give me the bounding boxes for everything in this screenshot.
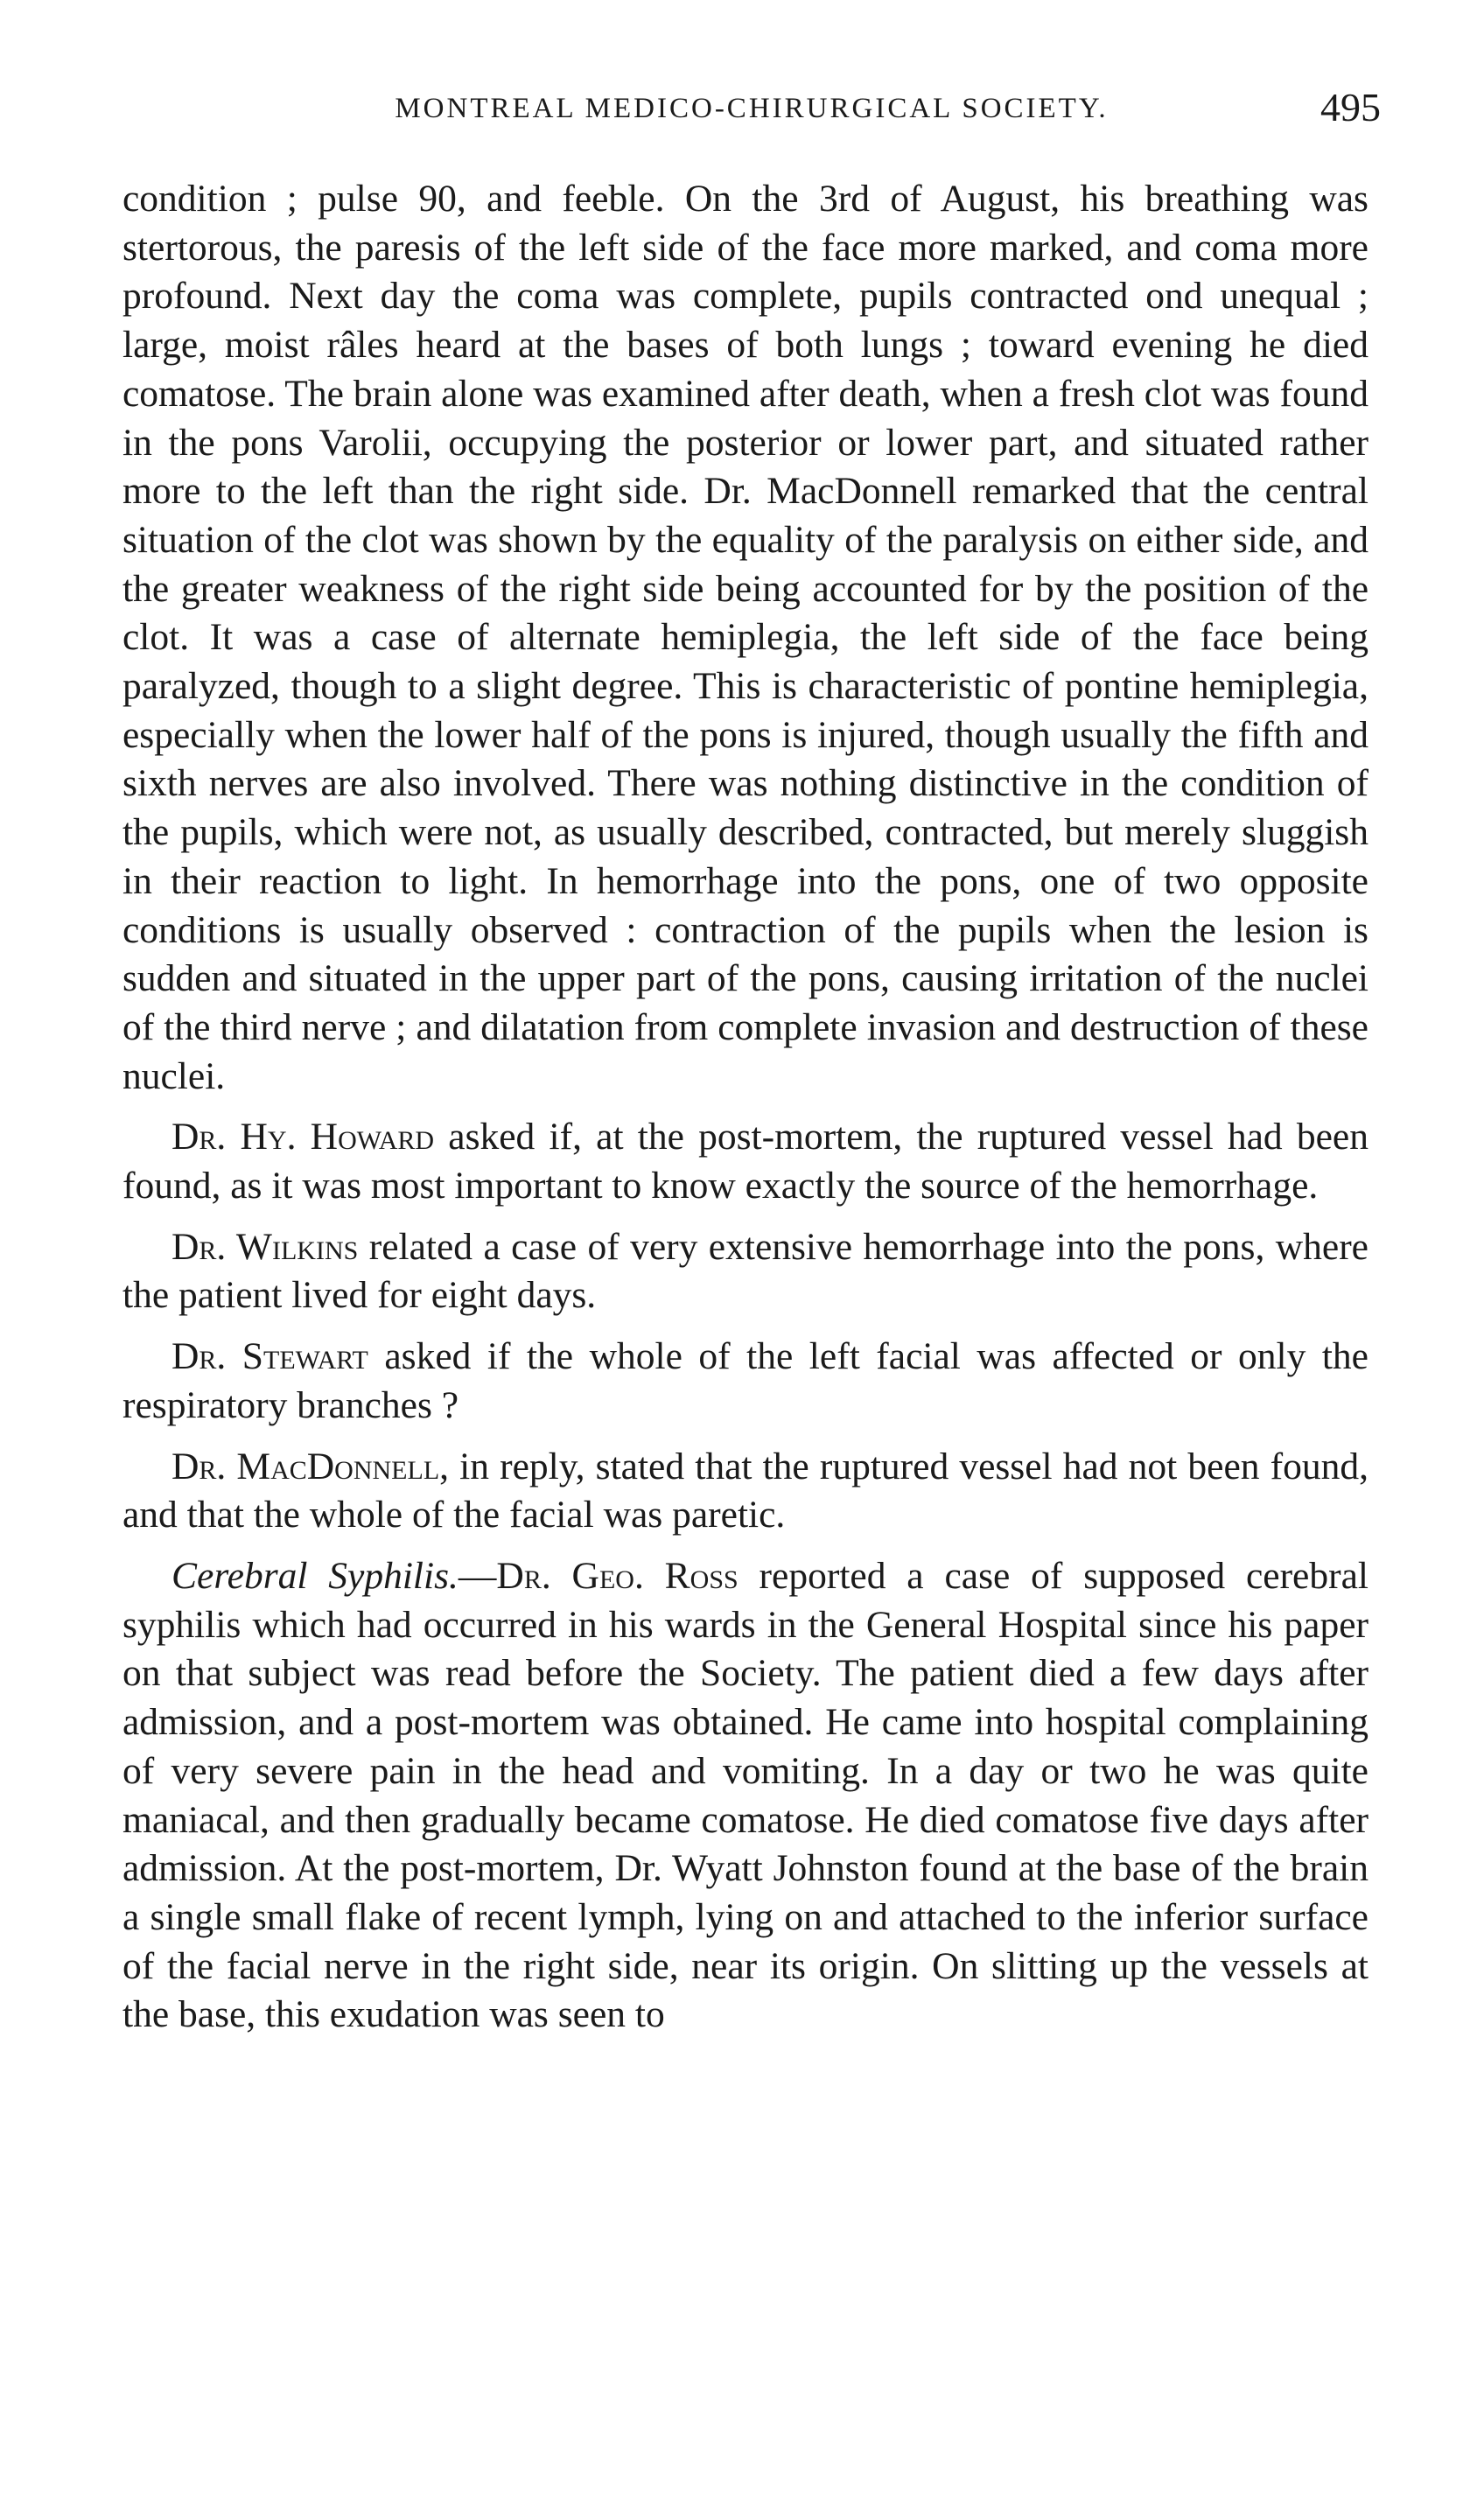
speaker-name: Dr. Geo. Ross	[496, 1554, 738, 1597]
paragraph-text: reported a case of supposed cerebral syphilis which had occurred in his wards in the General Hospital since his paper on that subject was read before the Society. The patient died a few days after admission, and a post-mortem was obtained. He came into hospital complaining of very severe pain in the head and vomiting. In a day or two he was quite maniacal, and then gradually became comatose. He died comatose five days after admission. At the post-mortem, Dr. Wyatt Johnston found at the base of the brain a single small flake of recent lymph, lying on and attached to the inferior surface of the facial nerve in the right side, near its origin. On slitting up the vessels at the base, this exudation was seen to	[122, 1554, 1368, 2036]
paragraph-wilkins	[122, 1223, 1368, 1320]
paragraph-text: , in reply, stated that the ruptured vessel had not been found, and that the whole of the facial was paretic.	[122, 1445, 1368, 1536]
heading-dash: —	[458, 1554, 497, 1597]
paragraph-text: condition ; pulse 90, and feeble. On the 3rd of August, his breathing was stertorous, the paresis of the left side of the face more marked, and coma more profound. Next day the coma was complete, pupils contracted ond unequal ; large, moist râles heard at the bases of both lungs ; toward evening he died comatose. The brain alone was examined after death, when a fresh clot was found in the pons Varolii, occupying the posterior or lower part, and situated rather more to the left than the right side. Dr. MacDonnell remarked that the central situation of the clot was shown by the equality of the paralysis on either side, and the greater weakness of the right side being accounted for by the position of the clot. It was a case of alternate hemiplegia, the left side of the face being paralyzed, though to a slight degree. This is characteristic of pontine hemiplegia, especially when the lower half of the pons is injured, though usually the fifth and sixth nerves are also involved. There was nothing distinctive in the condition of the pupils, which were not, as usually described, contracted, but merely sluggish in their reaction to light. In hemorrhage into the pons, one of two opposite conditions is usually observed : contraction of the pupils when the lesion is sudden and situated in the upper part of the pons, causing irritation of the nuclei of the third nerve ; and dilatation from complete invasion and destruction of these nuclei.	[122, 178, 1368, 1097]
paragraph-case-continuation	[122, 175, 1368, 1101]
section-heading: Cerebral Syphilis.	[172, 1554, 458, 1597]
paragraph-macdonnell-reply	[122, 1443, 1368, 1540]
page-number: 495	[1320, 85, 1381, 130]
paragraph-text: asked if, at the post-mortem, the ruptured vessel had been found, as it was most important to know exactly the source of the hemorrhage.	[122, 1116, 1368, 1208]
paragraph-stewart	[122, 1333, 1368, 1430]
running-head	[122, 84, 1381, 136]
body-text	[122, 175, 1368, 2040]
speaker-name: Dr. Wilkins	[172, 1225, 359, 1268]
speaker-name: Dr. Stewart	[172, 1335, 368, 1378]
paragraph-howard	[122, 1113, 1368, 1210]
speaker-name: Dr. MacDonnell	[172, 1445, 440, 1488]
paragraph-text: asked if the whole of the left facial was affected or only the respiratory branches ?	[122, 1335, 1368, 1426]
speaker-name: Dr. Hy. Howard	[172, 1116, 435, 1158]
paragraph-text: related a case of very extensive hemorrhage into the pons, where the patient lived for eight days.	[122, 1225, 1368, 1317]
paragraph-cerebral-syphilis	[122, 1552, 1368, 2040]
running-title: MONTREAL MEDICO-CHIRURGICAL SOCIETY.	[395, 93, 1109, 124]
